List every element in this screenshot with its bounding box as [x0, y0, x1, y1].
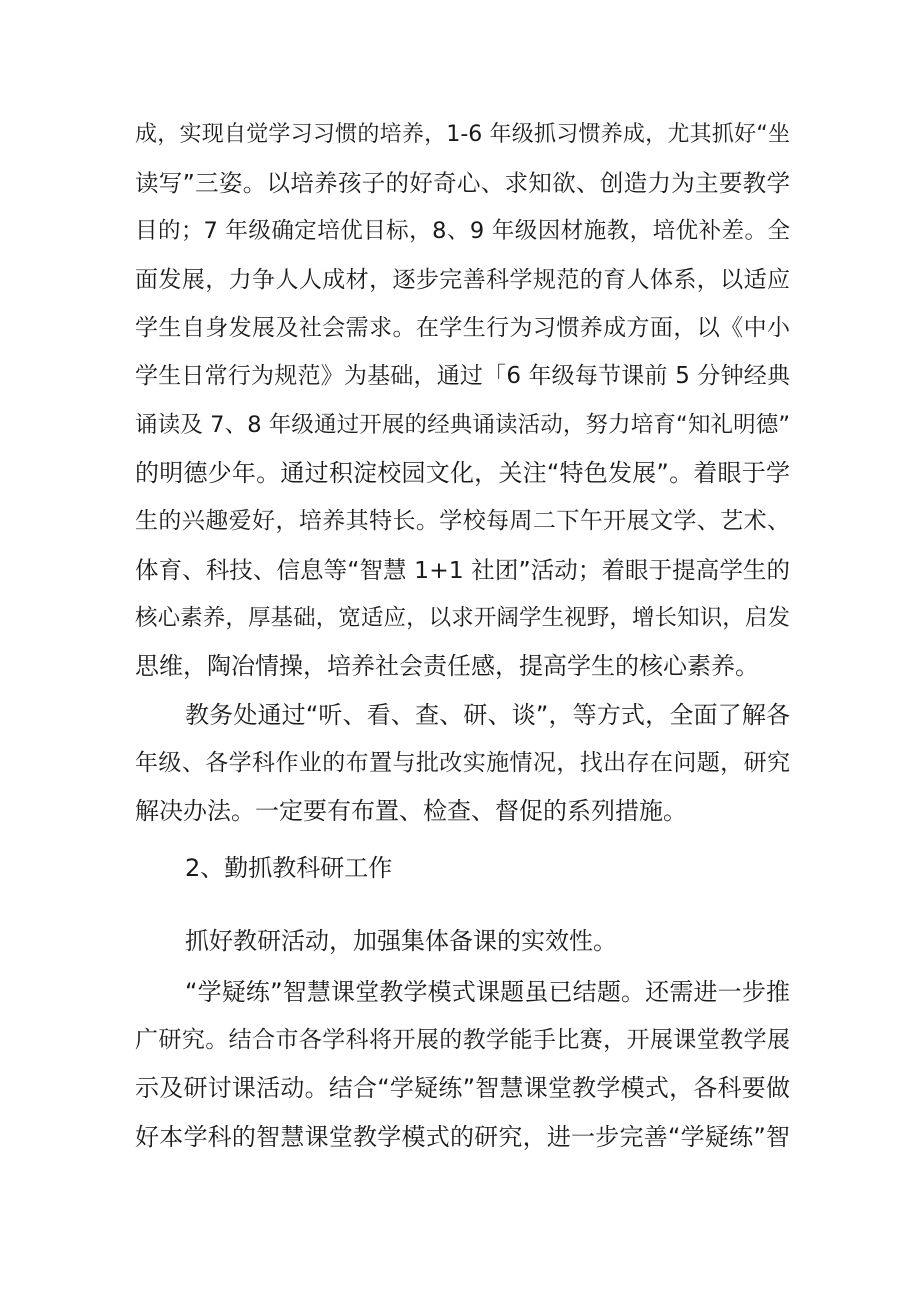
paragraph-1-line-1: 成，实现自觉学习习惯的培养，1-6 年级抓习惯养成，尤其抓好“坐	[135, 122, 790, 147]
paragraph-1-line-5: 学生自身发展及社会需求。在学生行为习惯养成方面，以《中小	[135, 315, 790, 341]
paragraph-4-line-1: “学疑练”智慧课堂教学模式课题虽已结题。还需进一步推	[185, 978, 790, 1006]
paragraph-1-line-2: 读写”三姿。以培养孩子的好奇心、求知欲、创造力为主要教学	[135, 169, 790, 197]
paragraph-1-line-12: 思维，陶冶情操，培养社会责任感，提高学生的核心素养。	[135, 652, 759, 680]
paragraph-2-line-1: 教务处通过“听、看、查、研、谈”，等方式，全面了解各	[185, 701, 790, 729]
paragraph-1-line-9: 生的兴趣爱好，培养其特长。学校每周二下午开展文学、艺术、	[135, 508, 790, 534]
paragraph-2-line-2: 年级、各学科作业的布置与批改实施情况，找出存在问题，研究	[135, 750, 790, 776]
paragraph-2-line-3: 解决办法。一定要有布置、检查、督促的系列措施。	[135, 797, 687, 825]
paragraph-4-line-2: 广研究。结合市各学科将开展的教学能手比赛，开展课堂教学展	[135, 1027, 790, 1053]
section-heading: 2、勤抓教科研工作	[185, 854, 393, 882]
paragraph-4-line-4: 好本学科的智慧课堂教学模式的研究，进一步完善“学疑练”智	[135, 1123, 790, 1151]
paragraph-1-line-10: 体育、科技、信息等“智慧 1+1 社团”活动；着眼于提高学生的	[135, 556, 790, 584]
paragraph-3-line-1: 抓好教研活动，加强集体备课的实效性。	[185, 927, 617, 955]
paragraph-1-line-8: 的明德少年。通过积淀校园文化，关注“特色发展”。着眼于学	[135, 459, 790, 487]
paragraph-1-line-6: 学生日常行为规范》为基础，通过「6 年级每节课前 5 分钟经典	[135, 363, 790, 389]
paragraph-1-line-7: 诵读及 7、8 年级通过开展的经典诵读活动，努力培育“知礼明德”	[135, 412, 790, 438]
paragraph-1-line-4: 面发展，力争人人成材，逐步完善科学规范的育人体系，以适应	[135, 267, 790, 293]
paragraph-4-line-3: 示及研讨课活动。结合“学疑练”智慧课堂教学模式，各科要做	[135, 1074, 790, 1102]
paragraph-1-line-3: 目的；7 年级确定培优目标，8、9 年级因材施教，培优补差。全	[135, 218, 790, 244]
paragraph-1-line-11: 核心素养，厚基础，宽适应，以求开阔学生视野，增长知识，启发	[135, 605, 790, 631]
